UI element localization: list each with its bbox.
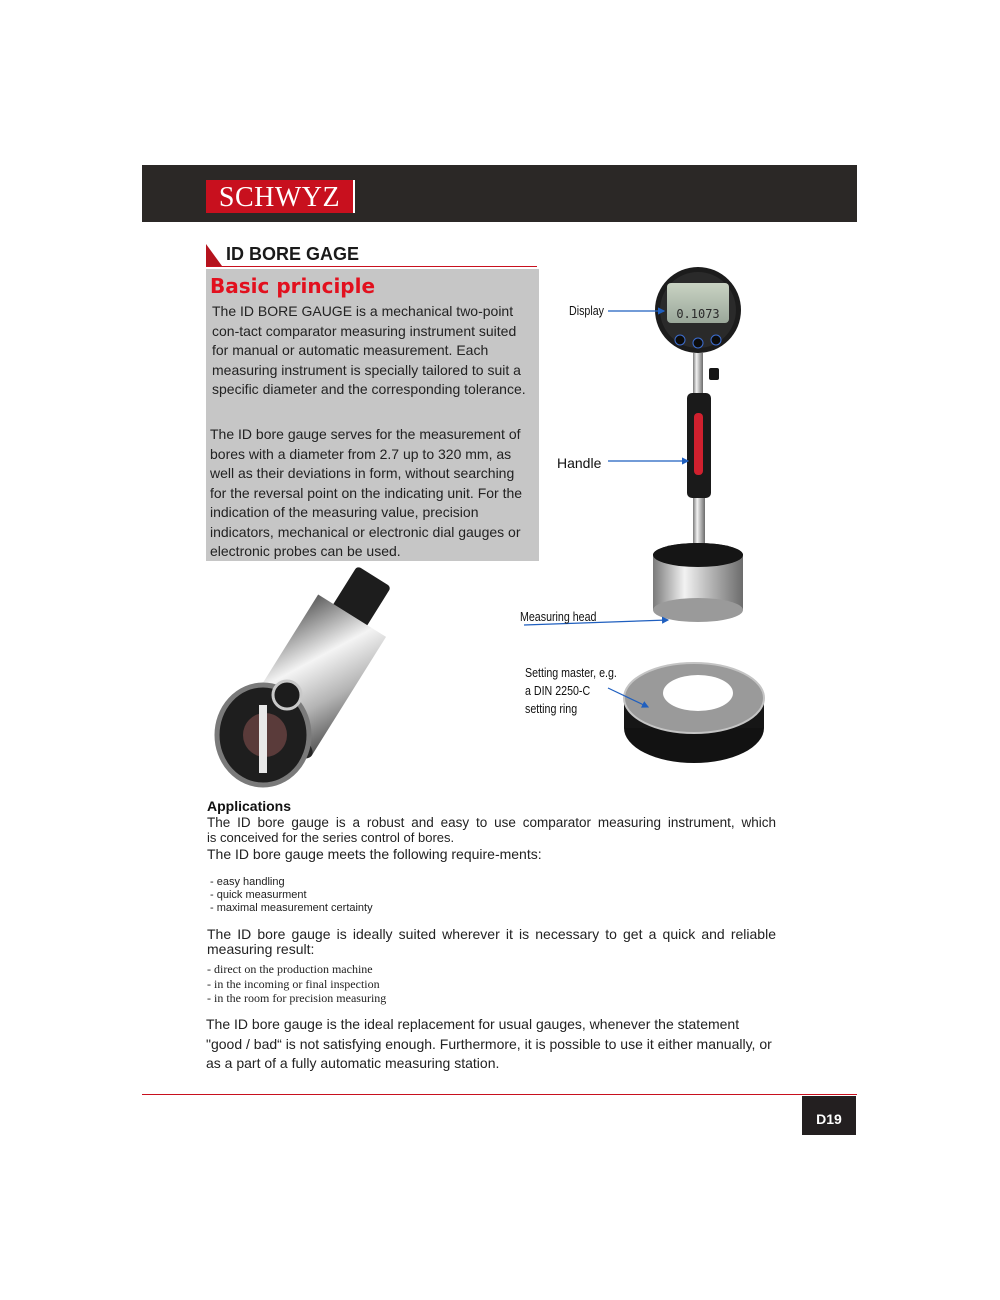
requirements-intro: The ID bore gauge meets the following require-ments: [207,846,542,862]
final-paragraph: The ID bore gauge is the ideal replacement for usual gauges, whenever the statement "good / bad“ is not satisfying enough. Furthermore, it is possible to use it either manually, or as a part of a fully automatic measuring station. [206,1016,772,1071]
place-item: - direct on the production machine [207,962,373,976]
requirement-item: - maximal measurement certainty [210,902,373,914]
basic-paragraph-1: The ID BORE GAUGE is a mechanical two-point con-tact comparator measuring instrument suited for manual or automatic measurement. Each measuring instrument is specially tailored to suit a specific diameter and the corresponding tolerance. [212,303,526,397]
applications-heading: Applications [207,798,292,814]
applications-line-1: The ID bore gauge is a robust and easy to use comparator measuring instrument, which [207,815,776,830]
measuring-head-label: Measuring head [520,609,597,624]
handle-label: Handle [557,455,602,471]
display-reading: 0.1073 [676,307,720,321]
brand-logo: SCHWYZ [206,180,353,213]
setting-master-line-3: setting ring [525,701,578,716]
footer-divider [142,1094,857,1095]
setting-master-label [525,664,617,718]
section-title: ID BORE GAGE [226,244,360,264]
requirement-item: - easy handling [210,876,285,888]
place-item: - in the incoming or final inspection [207,977,380,991]
applications-line-2: is conceived for the series control of bores. [207,830,455,845]
basic-principle-heading: Basic principle [210,274,376,298]
display-label: Display [569,303,604,318]
quick-result-paragraph: The ID bore gauge is ideally suited wherever it is necessary to get a quick and reliable measuring result: [207,926,776,957]
setting-master-line-1: Setting master, e.g. [525,665,617,680]
page-number-badge: D19 [802,1096,856,1135]
setting-master-line-2: a DIN 2250-C [525,683,591,698]
place-item: - in the room for precision measuring [207,991,387,1005]
requirement-item: - quick measurment [210,889,307,901]
basic-paragraph-2: The ID bore gauge serves for the measurement of bores with a diameter from 2.7 up to 320 mm, as well as their deviations in form, without searching for the reversal point on the indicating unit. For the indication of the measuring value, precision indicators, mechanical or electronic dial gauges or electronic probes can be used. [210,426,523,559]
